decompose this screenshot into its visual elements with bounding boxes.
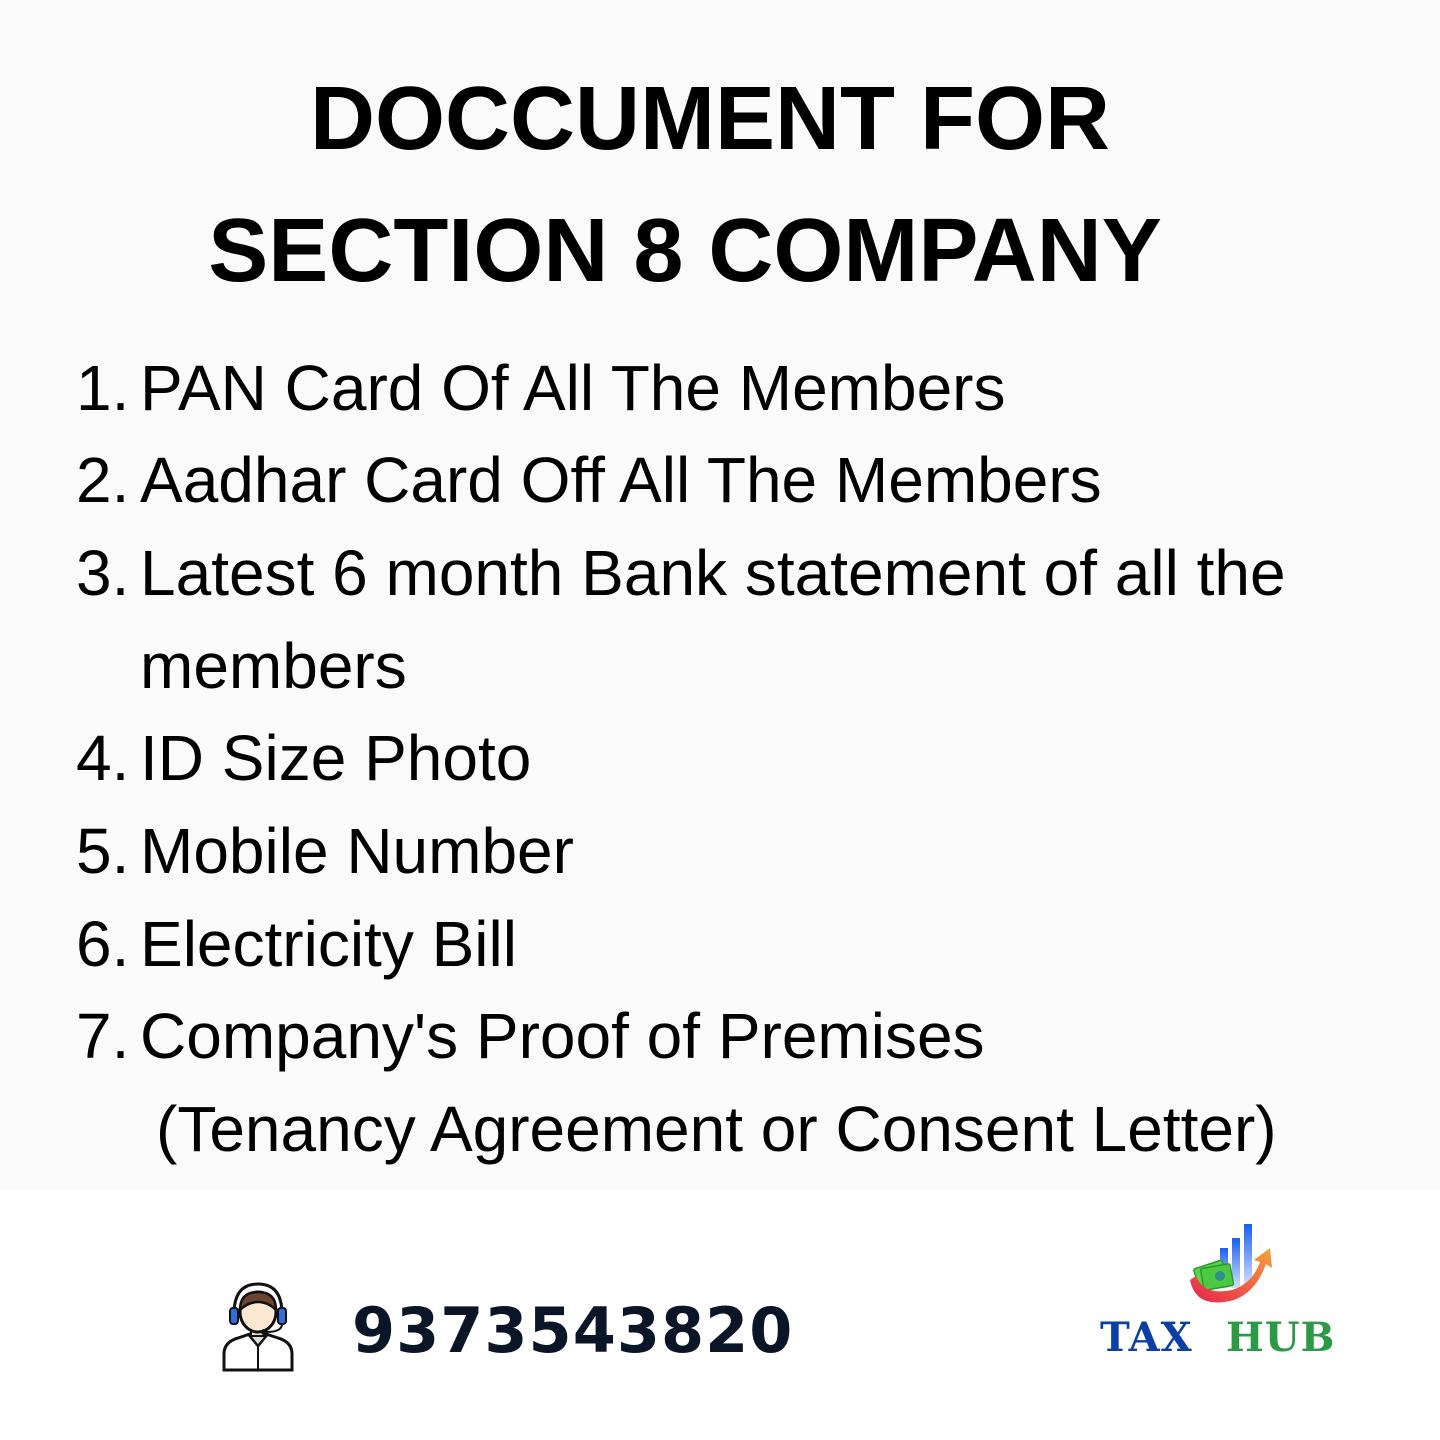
list-item-continuation: members [140,630,407,702]
list-item-number: 5. [76,815,130,887]
list-item-number: 6. [76,908,130,980]
list-item-number: 2. [76,444,130,516]
list-item-number: 3. [76,537,130,609]
customer-support-agent-icon [220,1280,296,1372]
list-item-text: Mobile Number [140,815,574,887]
list-item-continuation: (Tenancy Agreement or Consent Letter) [156,1093,1277,1165]
logo-word-hub: HUB [1226,1314,1336,1361]
list-item-text: Aadhar Card Off All The Members [140,444,1102,516]
list-item-text: Electricity Bill [140,908,517,980]
phone-number: 9373543820 [352,1294,794,1367]
list-item-text: Company's Proof of Premises [140,1000,985,1072]
page-title-line-2: SECTION 8 COMPANY [208,201,1162,301]
list-item-text: ID Size Photo [140,722,532,794]
list-item-number: 7. [76,1000,130,1072]
list-item-number: 4. [76,722,130,794]
tax-hub-logo-icon [1186,1218,1276,1312]
page-title-line-1: DOCCUMENT FOR [310,69,1110,169]
list-item-number: 1. [76,352,130,424]
list-item-text: PAN Card Of All The Members [140,352,1006,424]
list-item-text: Latest 6 month Bank statement of all the [140,537,1286,609]
logo-word-tax: TAX [1100,1314,1193,1361]
